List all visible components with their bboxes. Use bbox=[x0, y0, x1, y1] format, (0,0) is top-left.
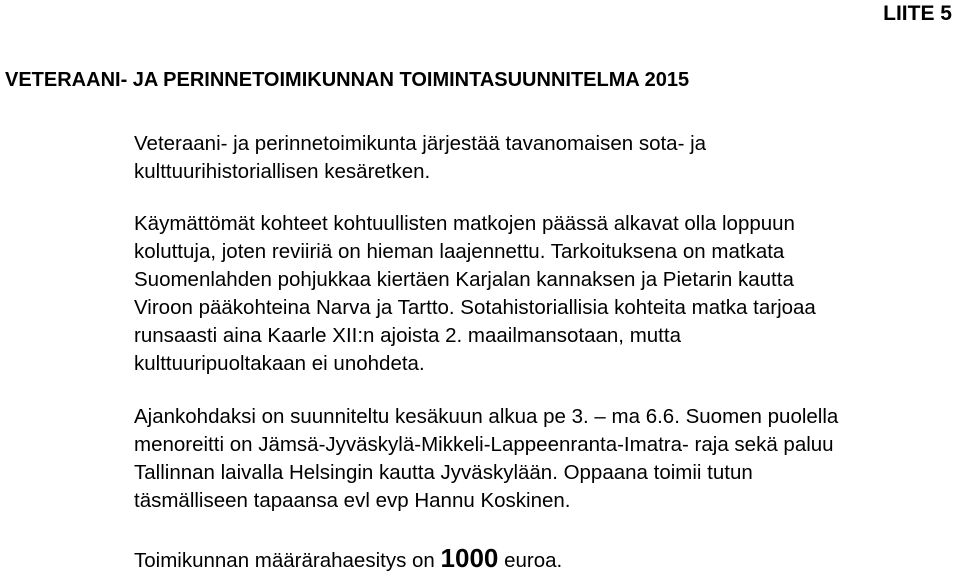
budget-line bbox=[134, 544, 954, 575]
paragraph-line: runsaasti aina Kaarle XII:n ajoista 2. maailmansotaan, mutta bbox=[134, 324, 681, 347]
paragraph-line: Suomenlahden pohjukkaa kiertäen Karjalan kannaksen ja Pietarin kautta bbox=[134, 268, 794, 291]
budget-suffix: euroa. bbox=[498, 549, 563, 572]
paragraph-line: Viroon pääkohteina Narva ja Tartto. Sotahistoriallisia kohteita matka tarjoaa bbox=[134, 296, 816, 319]
paragraph-line: Tallinnan laivalla Helsingin kautta Jyväskylään. Oppaana toimii tutun bbox=[134, 461, 753, 484]
appendix-label: LIITE 5 bbox=[883, 2, 952, 25]
paragraph-line: täsmälliseen tapaansa evl evp Hannu Koskinen. bbox=[134, 489, 571, 512]
paragraph-schedule-route bbox=[134, 403, 954, 515]
paragraph-destinations bbox=[134, 210, 954, 378]
paragraph-line: koluttuja, joten reviiriä on hieman laajennettu. Tarkoituksena on matkata bbox=[134, 240, 785, 263]
paragraph-excursion-intro bbox=[134, 130, 954, 186]
budget-prefix: Toimikunnan määrärahaesitys on bbox=[134, 549, 441, 572]
paragraph-budget bbox=[134, 544, 954, 575]
paragraph-line: Käymättömät kohteet kohtuullisten matkojen päässä alkavat olla loppuun bbox=[134, 212, 795, 235]
paragraph-line: Veteraani- ja perinnetoimikunta järjestää tavanomaisen sota- ja bbox=[134, 132, 707, 155]
document-title: VETERAANI- JA PERINNETOIMIKUNNAN TOIMINTASUUNNITELMA 2015 bbox=[5, 69, 690, 91]
budget-amount: 1000 bbox=[440, 543, 499, 573]
paragraph-line: Ajankohdaksi on suunniteltu kesäkuun alkua pe 3. – ma 6.6. Suomen puolella bbox=[134, 405, 839, 428]
paragraph-line: kulttuurihistoriallisen kesäretken. bbox=[134, 160, 431, 183]
paragraph-line: menoreitti on Jämsä-Jyväskylä-Mikkeli-Lappeenranta-Imatra- raja sekä paluu bbox=[134, 433, 834, 456]
paragraph-line: kulttuuripuoltakaan ei unohdeta. bbox=[134, 352, 425, 375]
